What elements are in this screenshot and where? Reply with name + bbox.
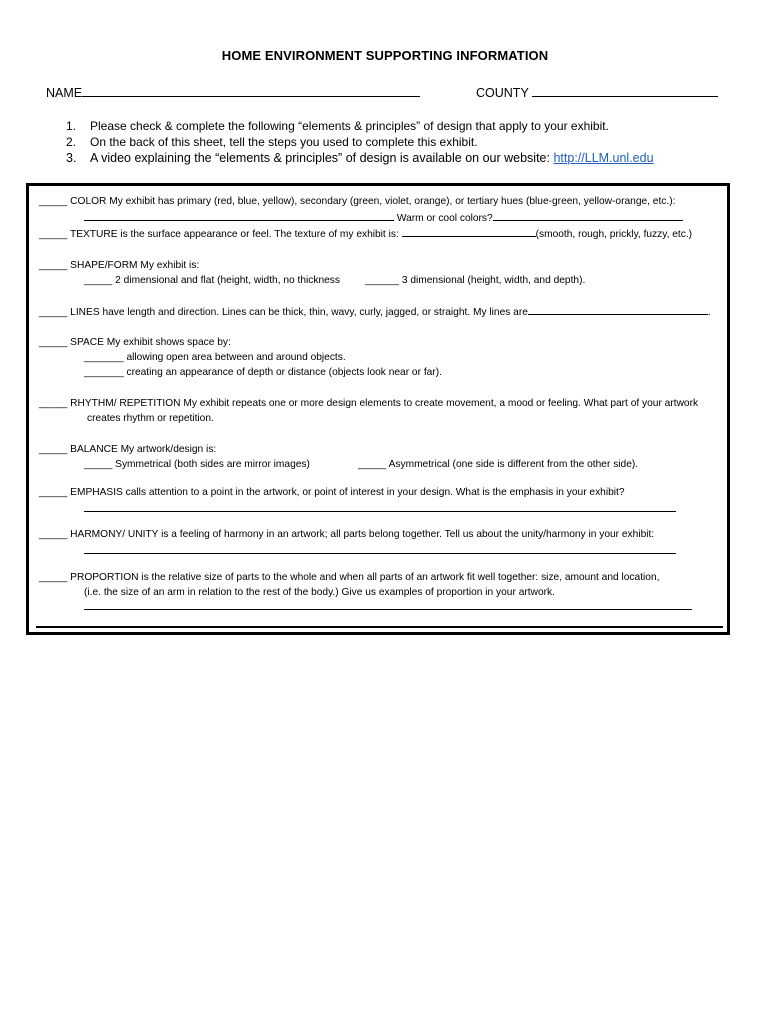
option-text: _____ Asymmetrical (one side is different from the other side). — [358, 459, 639, 470]
shape-option-2d[interactable] — [84, 273, 340, 288]
instruction-number: 1. — [66, 119, 77, 133]
document-title: HOME ENVIRONMENT SUPPORTING INFORMATION — [221, 48, 549, 63]
question-text: Warm or cool colors? — [394, 213, 493, 224]
instruction-number: 3. — [66, 151, 77, 165]
shape-option-3d[interactable] — [365, 273, 585, 288]
question-color — [39, 194, 675, 209]
question-text: EMPHASIS calls attention to a point in the artwork, or point of interest in your design. What is the emphasis in your exhibit? — [67, 487, 625, 498]
question-text: (smooth, rough, prickly, fuzzy, etc.) — [535, 229, 693, 240]
question-text: PROPORTION is the relative size of parts to the whole and when all parts of an artwork fit well together: size, amount and location, — [67, 572, 660, 583]
name-blank[interactable] — [82, 84, 420, 97]
balance-option-asymmetrical[interactable] — [358, 457, 638, 472]
question-color-line2 — [84, 210, 683, 226]
option-text: _______ creating an appearance of depth or distance (objects look near or far). — [84, 367, 442, 378]
question-proportion-line2 — [84, 585, 555, 600]
question-space — [39, 335, 231, 350]
instruction-text: A video explaining the “elements & principles” of design is available on our website: — [90, 151, 554, 165]
question-text: (i.e. the size of an arm in relation to the rest of the body.) Give us examples of proportion in your artwork. — [84, 587, 555, 598]
check-blank[interactable]: _____ — [39, 398, 68, 409]
balance-option-symmetrical[interactable] — [84, 457, 310, 472]
question-text: SPACE My exhibit shows space by: — [67, 337, 231, 348]
instruction-number: 2. — [66, 135, 77, 149]
county-label: COUNTY — [476, 86, 529, 100]
check-blank[interactable]: _____ — [39, 260, 68, 271]
question-emphasis — [39, 485, 625, 500]
question-shape — [39, 258, 199, 273]
question-text: LINES have length and direction. Lines can be thick, thin, wavy, curly, jagged, or straight. My lines are — [67, 307, 528, 318]
space-option-depth[interactable] — [84, 365, 442, 380]
divider-line — [36, 626, 723, 628]
answer-blank[interactable] — [493, 210, 683, 221]
question-rhythm — [39, 396, 698, 411]
answer-blank[interactable] — [528, 304, 708, 315]
instruction-text: On the back of this sheet, tell the steps you used to complete this exhibit. — [90, 135, 478, 149]
answer-blank[interactable] — [402, 226, 536, 237]
instruction-item — [66, 150, 654, 166]
instruction-item — [66, 118, 654, 134]
question-proportion — [39, 570, 659, 585]
name-field[interactable] — [46, 84, 420, 100]
question-text: TEXTURE is the surface appearance or feel. The texture of my exhibit is: — [67, 229, 402, 240]
option-text: ______ 3 dimensional (height, width, and depth). — [365, 275, 586, 286]
name-label: NAME — [46, 86, 83, 100]
check-blank[interactable]: _____ — [39, 196, 68, 207]
check-blank[interactable]: _____ — [39, 487, 68, 498]
question-text: SHAPE/FORM My exhibit is: — [67, 260, 200, 271]
instruction-text: Please check & complete the following “elements & principles” of design that apply to your exhibit. — [90, 119, 609, 133]
option-text: _____ Symmetrical (both sides are mirror images) — [84, 459, 310, 470]
check-blank[interactable]: _____ — [39, 529, 68, 540]
option-text: _______ allowing open area between and around objects. — [84, 352, 346, 363]
question-harmony — [39, 527, 654, 542]
question-text: BALANCE My artwork/design is: — [67, 444, 217, 455]
instruction-item — [66, 134, 654, 150]
website-link[interactable]: http://LLM.unl.edu — [553, 151, 654, 165]
answer-blank[interactable] — [84, 210, 394, 221]
answer-line[interactable] — [84, 511, 676, 512]
county-blank[interactable] — [532, 84, 718, 97]
question-text: HARMONY/ UNITY is a feeling of harmony in an artwork; all parts belong together. Tell us about the unity/harmony in your exhibit: — [67, 529, 655, 540]
instructions-list — [66, 118, 654, 166]
question-balance — [39, 442, 216, 457]
question-text: creates rhythm or repetition. — [87, 413, 214, 424]
county-field[interactable] — [476, 84, 718, 100]
check-blank[interactable]: _____ — [39, 337, 68, 348]
question-texture — [39, 226, 692, 242]
check-blank[interactable]: _____ — [39, 229, 68, 240]
check-blank[interactable]: _____ — [39, 444, 68, 455]
space-option-open-area[interactable] — [84, 350, 346, 365]
check-blank[interactable]: _____ — [39, 572, 68, 583]
option-text: _____ 2 dimensional and flat (height, width, no thickness — [84, 275, 340, 286]
answer-line[interactable] — [84, 553, 676, 554]
answer-line[interactable] — [84, 609, 692, 610]
question-lines: _____ LINES have length and direction. Lines can be thick, thin, wavy, curly, jagged, or straight. My lines are . — [39, 304, 711, 320]
check-blank[interactable]: _____ — [39, 307, 68, 318]
question-text: RHYTHM/ REPETITION My exhibit repeats one or more design elements to create movement, a mood or feeling. What part of your artwork — [67, 398, 699, 409]
question-text: COLOR My exhibit has primary (red, blue, yellow), secondary (green, violet, orange), or tertiary hues (blue-green, yellow-orange, etc.): — [67, 196, 676, 207]
question-rhythm-line2 — [87, 411, 214, 426]
